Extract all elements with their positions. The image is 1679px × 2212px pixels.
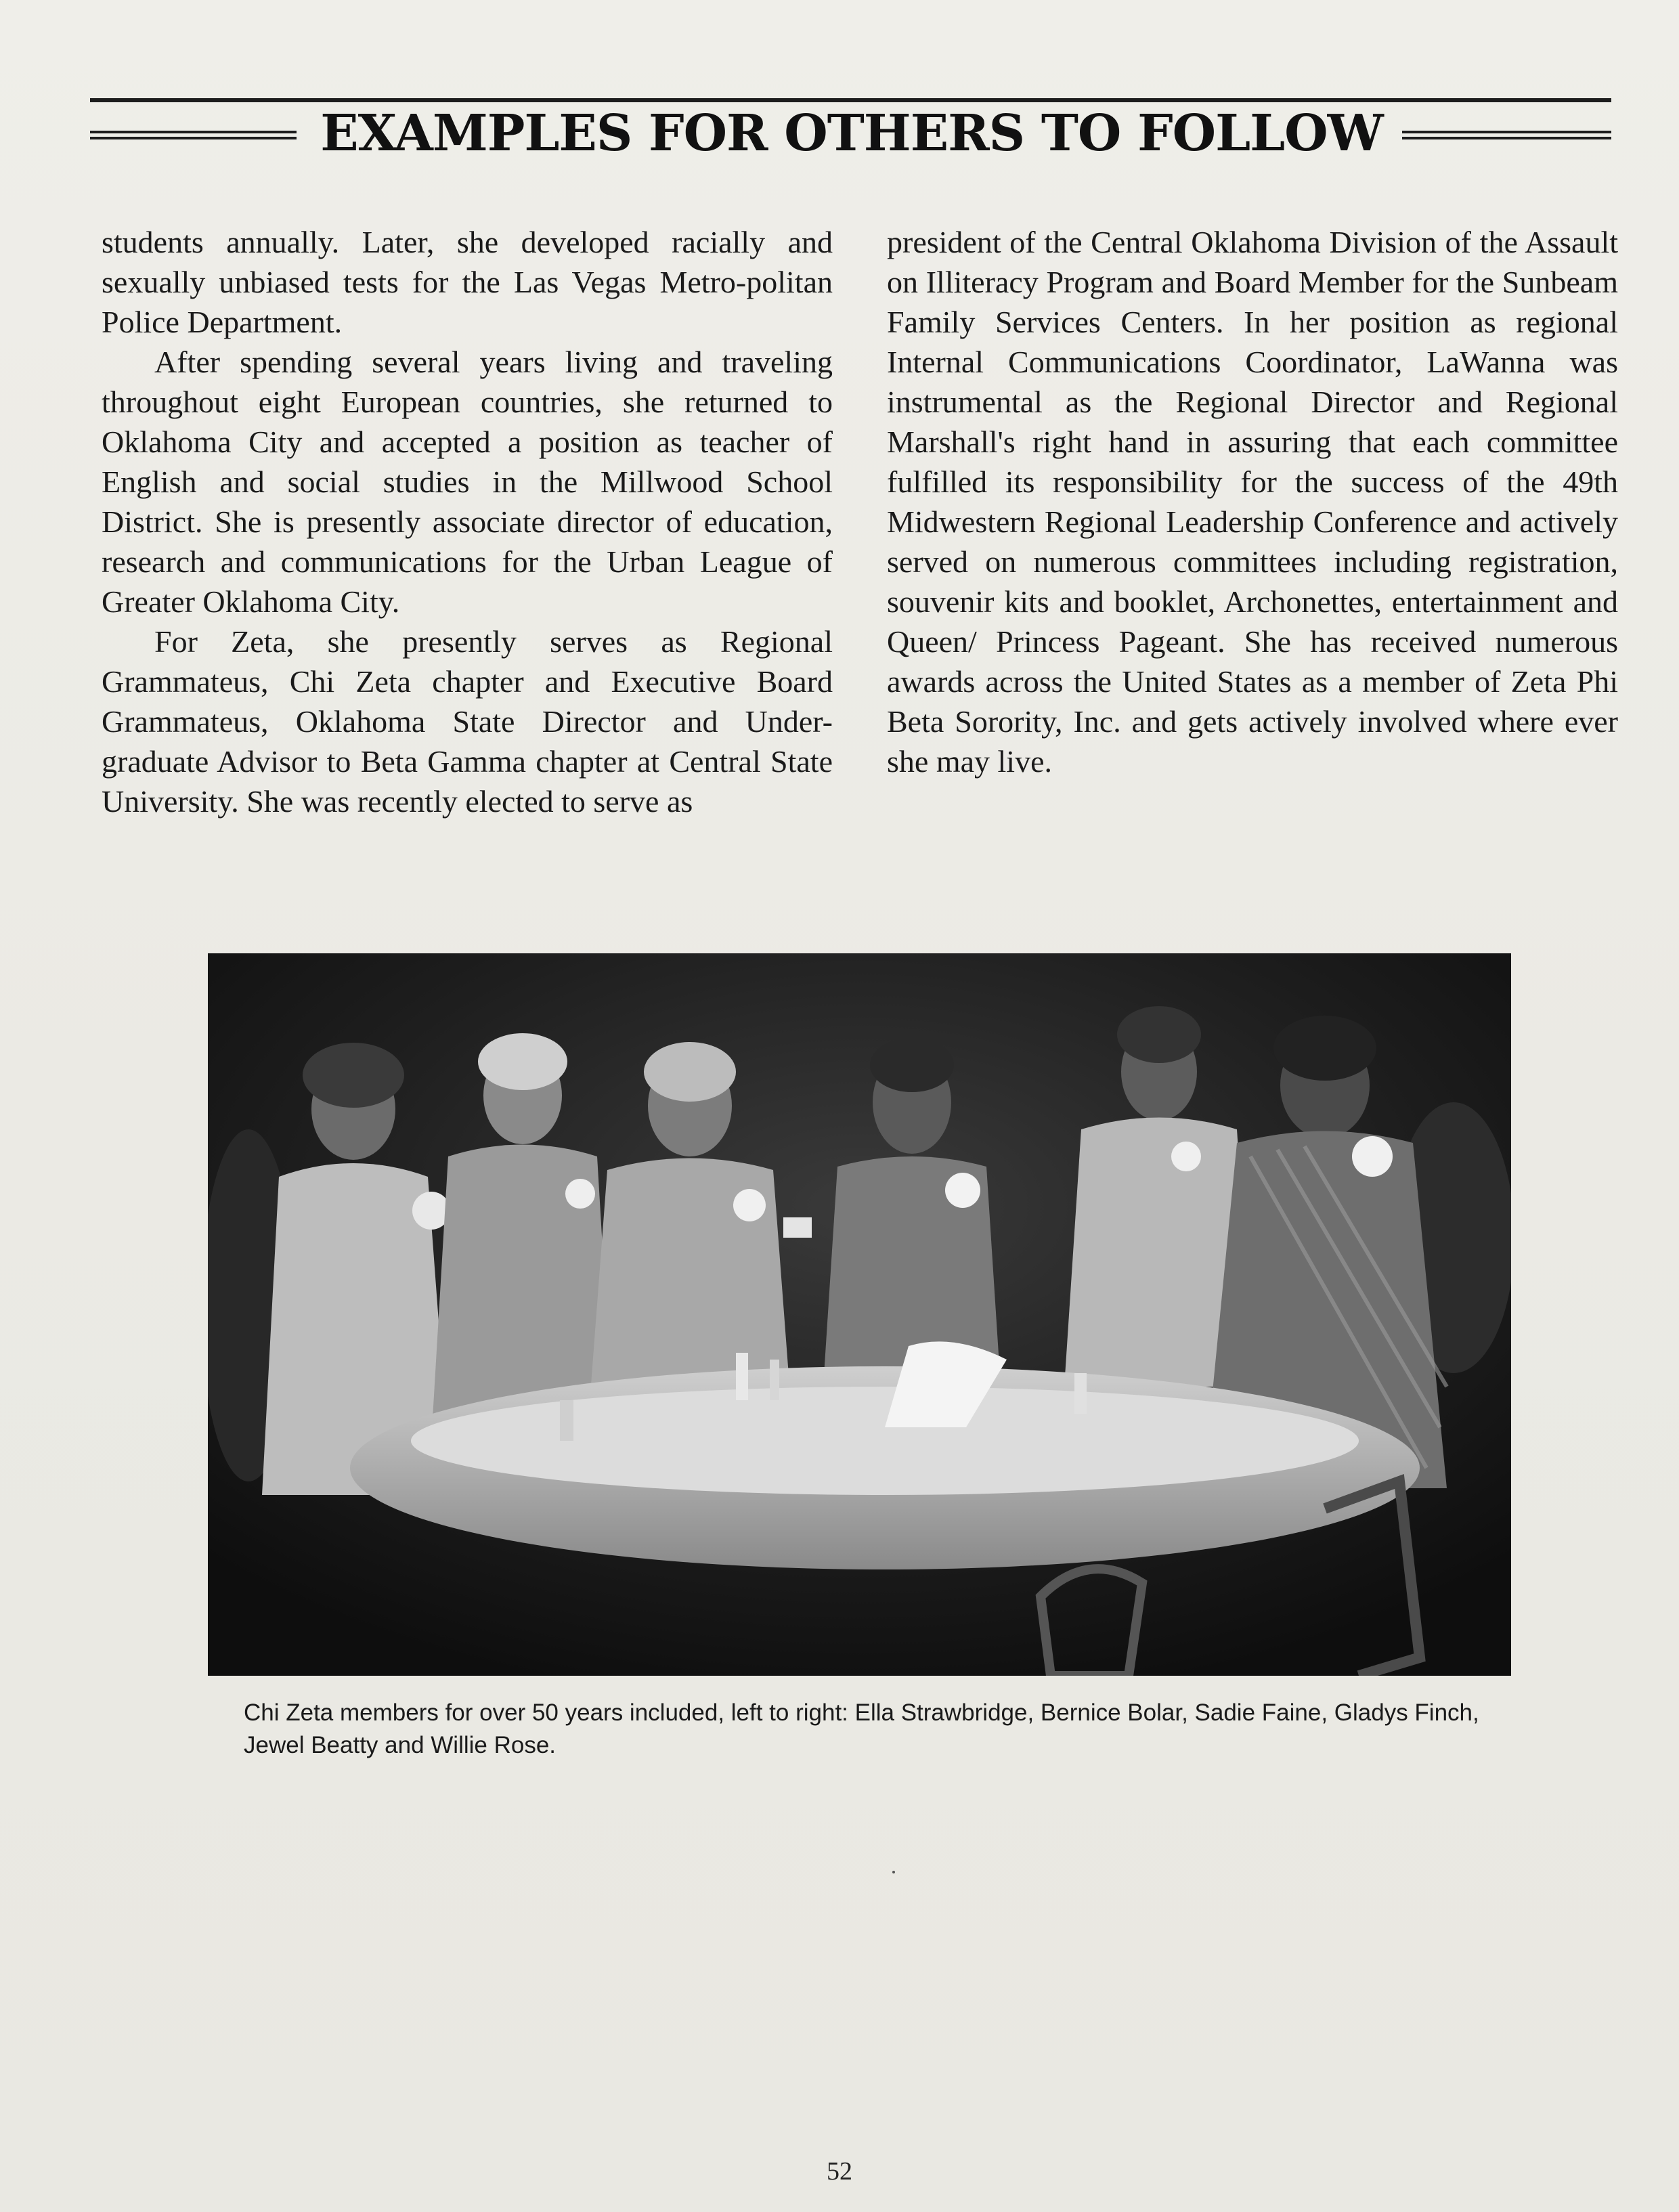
left-paragraph-3: For Zeta, she presently serves as Regional Grammateus, Chi Zeta chapter and Executive Board Grammateus, Oklahoma State Director and Under-graduate Advisor to Beta Gamma chapter at Central State University. She was recently elected to serve as	[102, 624, 833, 819]
page-title: EXAMPLES FOR OTHERS TO FOLLOW	[320, 104, 1383, 162]
group-photo	[208, 953, 1511, 1676]
right-column	[887, 222, 1618, 781]
print-speck	[892, 1871, 895, 1873]
page-header	[90, 106, 1611, 161]
photo-caption: Chi Zeta members for over 50 years included, left to right: Ella Strawbridge, Bernice Bolar, Sadie Faine, Gladys Finch, Jewel Beatty and Willie Rose.	[244, 1699, 1479, 1758]
header-rule-left	[90, 131, 297, 139]
header-top-rule	[90, 98, 1611, 102]
header-rule-right	[1402, 131, 1611, 139]
right-paragraph-1: president of the Central Oklahoma Division of the Assault on Illiteracy Program and Board Member for the Sunbeam Family Services Centers. In her position as regional Internal Communications Coordinator, LaWanna was instrumental as the Regional Director and Regional Marshall's right hand in assuring that each committee fulfilled its responsibility for the success of the 49th Midwestern Regional Leadership Conference and actively served on numerous committees including registration, souvenir kits and booklet, Archonettes, entertainment and Queen/ Princess Pageant. She has received numerous awards across the United States as a member of Zeta Phi Beta Sorority, Inc. and gets actively involved where ever she may live.	[887, 225, 1618, 779]
group-photo-illustration	[208, 953, 1511, 1676]
left-paragraph-1: students annually. Later, she developed racially and sexually unbiased tests for the Las Vegas Metro-politan Police Department.	[102, 225, 833, 339]
left-column	[102, 222, 833, 821]
left-paragraph-2: After spending several years living and traveling throughout eight European countries, she returned to Oklahoma City and accepted a position as teacher of English and social studies in the Millwood School District. She is presently associate director of education, research and communications for the Urban League of Greater Oklahoma City.	[102, 345, 833, 619]
page-number: 52	[827, 2157, 852, 2186]
